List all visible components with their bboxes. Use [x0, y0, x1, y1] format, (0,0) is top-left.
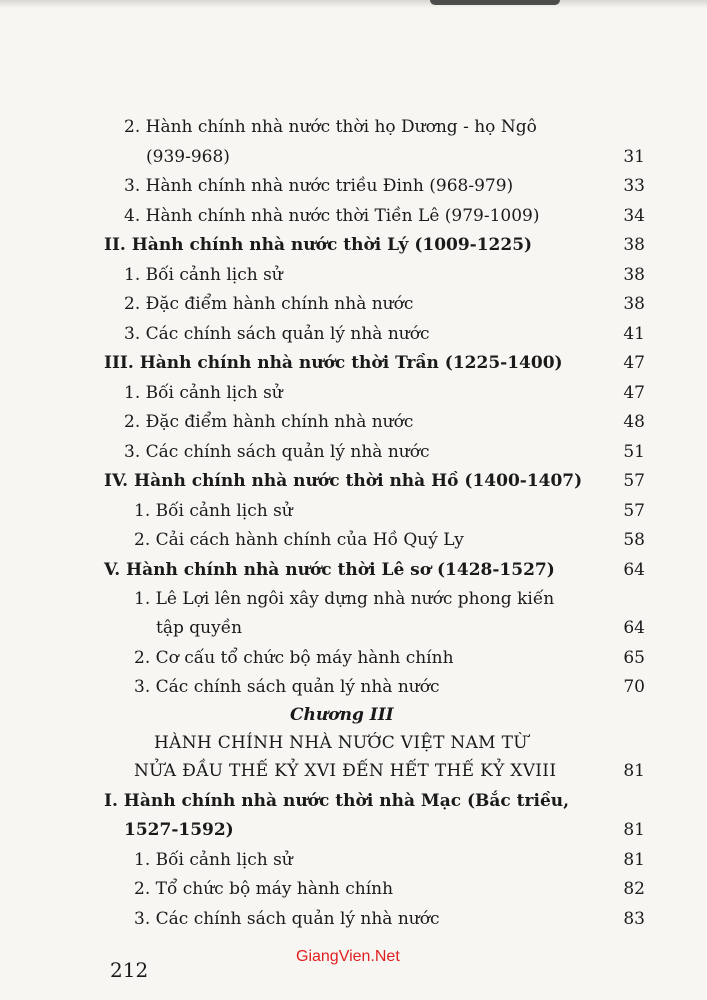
watermark: GiangVien.Net — [296, 948, 400, 965]
toc-page: 38 — [623, 265, 645, 285]
toc-entry: 3. Các chính sách quản lý nhà nước — [124, 442, 430, 462]
toc-entry: (939-968) — [146, 147, 230, 167]
toc-page: 31 — [623, 147, 645, 167]
toc-page: 82 — [623, 879, 645, 899]
toc-entry: 3. Các chính sách quản lý nhà nước — [124, 324, 430, 344]
toc-section-heading: IV. Hành chính nhà nước thời nhà Hồ (1400-1407) — [104, 471, 583, 491]
toc-entry: 3. Các chính sách quản lý nhà nước — [134, 677, 440, 697]
toc-page: 51 — [623, 442, 645, 462]
chapter-title: NỬA ĐẦU THẾ KỶ XVI ĐẾN HẾT THẾ KỶ XVIII — [134, 761, 557, 781]
page-number: 212 — [110, 958, 149, 982]
toc-entry: 2. Đặc điểm hành chính nhà nước — [124, 412, 414, 432]
toc-page: 57 — [623, 471, 645, 491]
toc-entry: 2. Hành chính nhà nước thời họ Dương - họ Ngô — [124, 117, 537, 137]
toc-section-heading: I. Hành chính nhà nước thời nhà Mạc (Bắc triều, — [104, 791, 570, 811]
toc-page: 33 — [623, 176, 645, 196]
toc-page: 64 — [623, 560, 645, 580]
toc-page: 57 — [623, 501, 645, 521]
toc-entry: 1. Bối cảnh lịch sử — [124, 265, 283, 285]
toc-page: 65 — [623, 648, 645, 668]
toc-entry: 2. Cải cách hành chính của Hồ Quý Ly — [134, 530, 464, 550]
toc-page: 58 — [623, 530, 645, 550]
toc-page: 38 — [623, 235, 645, 255]
toc-section-heading: V. Hành chính nhà nước thời Lê sơ (1428-1527) — [104, 560, 555, 580]
chapter-title: HÀNH CHÍNH NHÀ NƯỚC VIỆT NAM TỪ — [154, 733, 528, 753]
toc-page: 41 — [623, 324, 645, 344]
toc-entry: tập quyền — [156, 618, 243, 638]
toc-page: 47 — [623, 353, 645, 373]
toc-page: 47 — [623, 383, 645, 403]
toc-entry: 3. Hành chính nhà nước triều Đinh (968-979) — [124, 176, 514, 196]
toc-section-heading: 1527-1592) — [124, 820, 234, 840]
toc-entry: 4. Hành chính nhà nước thời Tiền Lê (979-1009) — [124, 206, 540, 226]
toc-entry: 1. Lê Lợi lên ngôi xây dựng nhà nước phong kiến — [134, 589, 555, 609]
toc-entry: 1. Bối cảnh lịch sử — [134, 501, 293, 521]
toc-entry: 1. Bối cảnh lịch sử — [124, 383, 283, 403]
toc-entry: 2. Tổ chức bộ máy hành chính — [134, 879, 394, 899]
toc-page: 64 — [623, 618, 645, 638]
toc-page: 81 — [623, 850, 645, 870]
toc-section-heading: III. Hành chính nhà nước thời Trần (1225-1400) — [104, 353, 563, 373]
toc-entry: 2. Đặc điểm hành chính nhà nước — [124, 294, 414, 314]
toc-page: 81 — [623, 761, 645, 781]
toc-page: 34 — [623, 206, 645, 226]
toc-page: 48 — [623, 412, 645, 432]
toc-page: 81 — [623, 820, 645, 840]
chapter-label: Chương III — [290, 705, 394, 725]
toc-entry: 2. Cơ cấu tổ chức bộ máy hành chính — [134, 648, 454, 668]
toc-page: 70 — [623, 677, 645, 697]
toc-entry: 3. Các chính sách quản lý nhà nước — [134, 909, 440, 929]
page-top-edge — [0, 0, 707, 8]
toc-entry: 1. Bối cảnh lịch sử — [134, 850, 293, 870]
toc-section-heading: II. Hành chính nhà nước thời Lý (1009-1225) — [104, 235, 533, 255]
toc-page: 38 — [623, 294, 645, 314]
page-top-shadow — [430, 0, 560, 5]
toc-page: 83 — [623, 909, 645, 929]
